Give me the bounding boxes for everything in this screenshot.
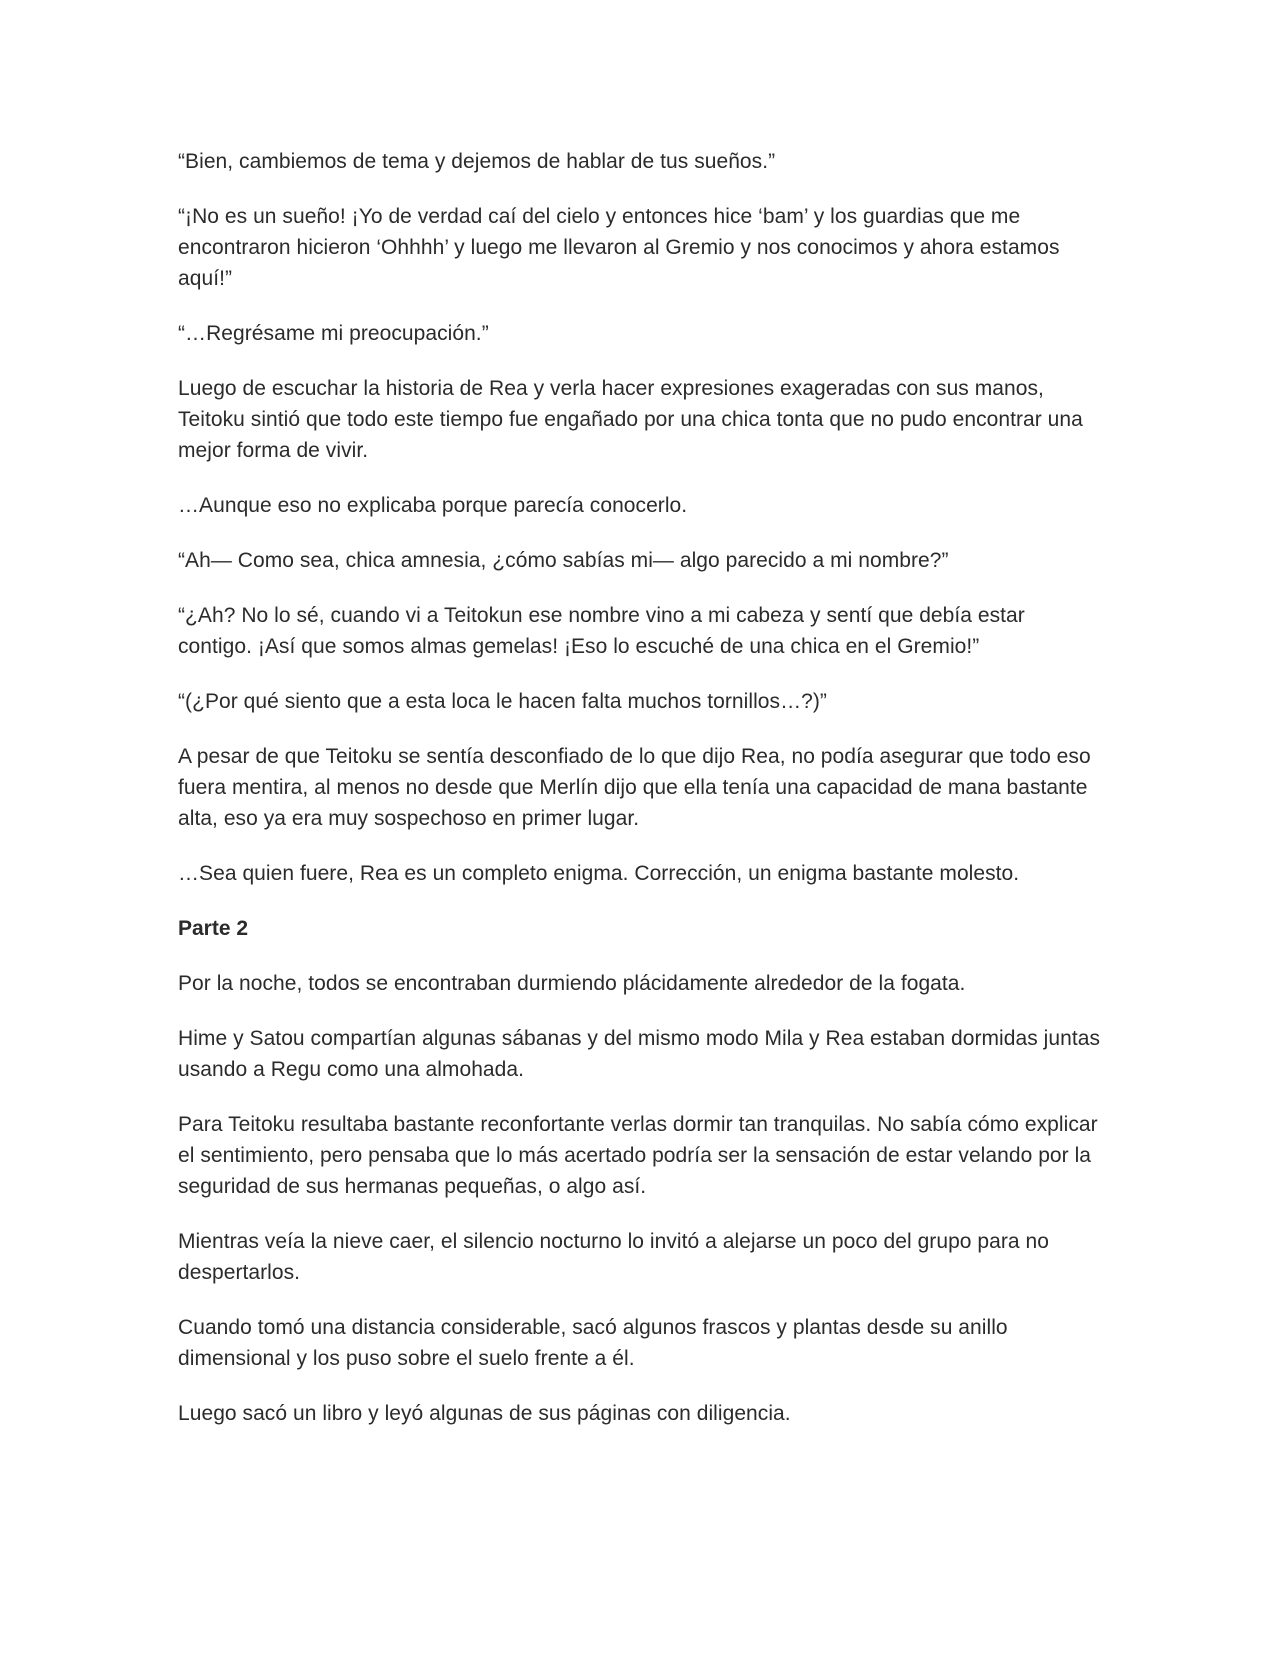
paragraph: “(¿Por qué siento que a esta loca le hacen falta muchos tornillos…?)”: [178, 690, 827, 713]
paragraph: Mientras veía la nieve caer, el silencio nocturno lo invitó a alejarse un poco del grupo para no despertarlos.: [178, 1230, 1049, 1284]
paragraph: Cuando tomó una distancia considerable, sacó algunos frascos y plantas desde su anillo dimensional y los puso sobre el suelo frente a él.: [178, 1316, 1008, 1370]
paragraph: “Ah— Como sea, chica amnesia, ¿cómo sabías mi— algo parecido a mi nombre?”: [178, 549, 949, 572]
paragraph: A pesar de que Teitoku se sentía desconfiado de lo que dijo Rea, no podía asegurar que todo eso fuera mentira, al menos no desde que Merlín dijo que ella tenía una capacidad de mana bastante alta, eso ya era muy sospechoso en primer lugar.: [178, 745, 1091, 830]
section-heading: Parte 2: [178, 917, 249, 940]
paragraph: …Aunque eso no explicaba porque parecía conocerlo.: [178, 494, 688, 517]
paragraph: “…Regrésame mi preocupación.”: [178, 322, 489, 345]
paragraph: “¡No es un sueño! ¡Yo de verdad caí del cielo y entonces hice ‘bam’ y los guardias que me encontraron hicieron ‘Ohhhh’ y luego me llevaron al Gremio y nos conocimos y ahora estamos aquí!”: [178, 205, 1060, 290]
paragraph: Para Teitoku resultaba bastante reconfortante verlas dormir tan tranquilas. No sabía cómo explicar el sentimiento, pero pensaba que lo más acertado podría ser la sensación de estar velando por la seguridad de sus hermanas pequeñas, o algo así.: [178, 1113, 1098, 1198]
paragraph: “Bien, cambiemos de tema y dejemos de hablar de tus sueños.”: [178, 150, 776, 173]
paragraph: Por la noche, todos se encontraban durmiendo plácidamente alrededor de la fogata.: [178, 972, 966, 995]
paragraph: “¿Ah? No lo sé, cuando vi a Teitokun ese nombre vino a mi cabeza y sentí que debía estar contigo. ¡Así que somos almas gemelas! ¡Eso lo escuché de una chica en el Gremio!”: [178, 604, 1025, 658]
paragraph: Hime y Satou compartían algunas sábanas y del mismo modo Mila y Rea estaban dormidas juntas usando a Regu como una almohada.: [178, 1027, 1101, 1081]
paragraph: …Sea quien fuere, Rea es un completo enigma. Corrección, un enigma bastante molesto.: [178, 862, 1020, 885]
paragraph: Luego sacó un libro y leyó algunas de sus páginas con diligencia.: [178, 1402, 791, 1425]
paragraph: Luego de escuchar la historia de Rea y verla hacer expresiones exageradas con sus manos, Teitoku sintió que todo este tiempo fue engañado por una chica tonta que no pudo encontrar una mejor forma de vivir.: [178, 377, 1083, 462]
